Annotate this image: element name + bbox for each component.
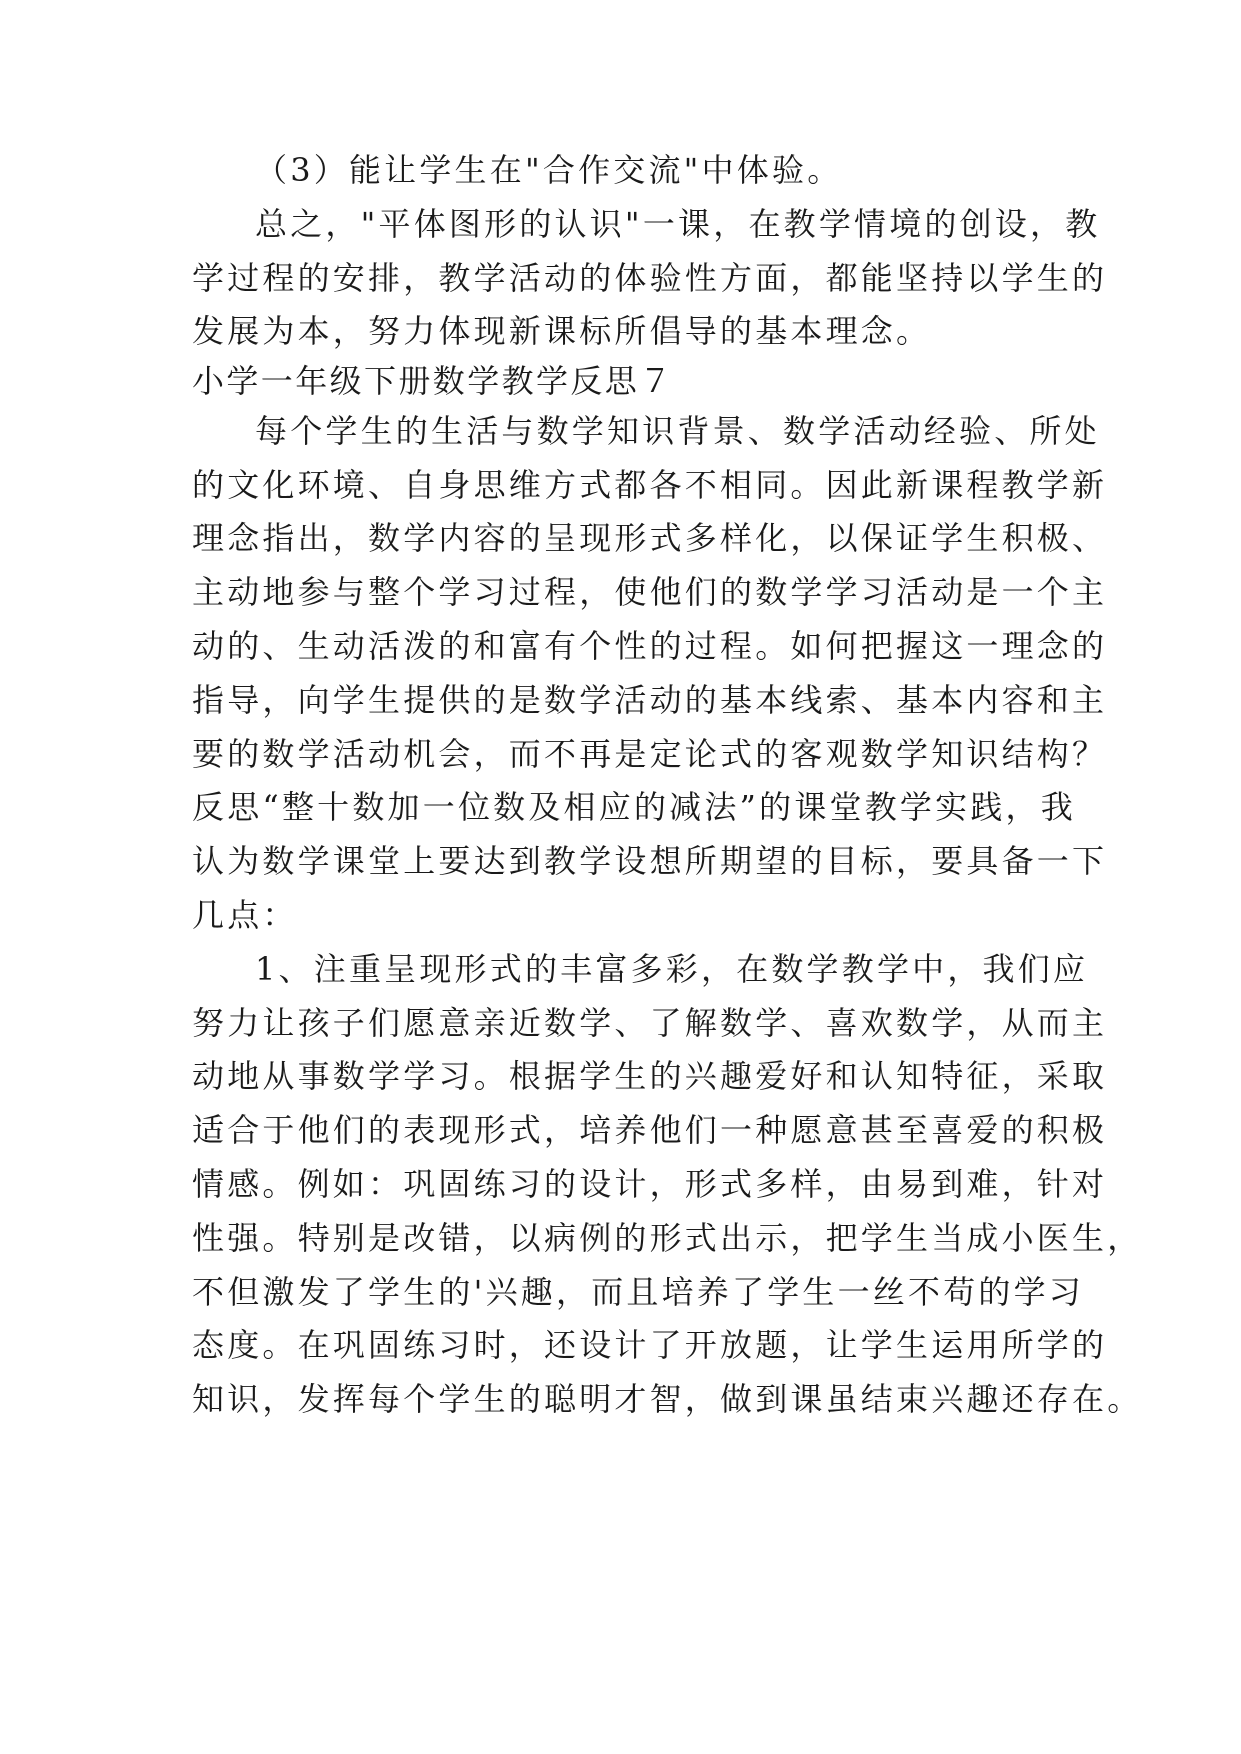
- paragraph-line: 主动地参与整个学习过程，使他们的数学学习活动是一个主: [192, 573, 1108, 611]
- paragraph-line: 适合于他们的表现形式，培养他们一种愿意甚至喜爱的积极: [192, 1111, 1108, 1149]
- paragraph-line: 1、注重呈现形式的丰富多彩，在数学教学中，我们应: [255, 950, 1089, 988]
- paragraph-line: 理念指出，数学内容的呈现形式多样化，以保证学生积极、: [192, 519, 1108, 557]
- paragraph-line: 发展为本，努力体现新课标所倡导的基本理念。: [192, 312, 932, 350]
- paragraph-line: 态度。在巩固练习时，还设计了开放题，让学生运用所学的: [192, 1326, 1108, 1364]
- paragraph-line: 总之，"平体图形的认识"一课，在教学情境的创设，教: [255, 205, 1101, 243]
- paragraph-line: 要的数学活动机会，而不再是定论式的客观数学知识结构？: [192, 735, 1108, 773]
- paragraph-line: 指导，向学生提供的是数学活动的基本线索、基本内容和主: [192, 681, 1108, 719]
- section-heading: 小学一年级下册数学教学反思７: [192, 362, 674, 400]
- paragraph-line: （3）能让学生在"合作交流"中体验。: [255, 151, 843, 189]
- paragraph-line: 反思“整十数加一位数及相应的减法”的课堂教学实践，我: [192, 788, 1076, 826]
- paragraph-line: 不但激发了学生的'兴趣，而且培养了学生一丝不苟的学习: [192, 1273, 1084, 1311]
- paragraph-line: 每个学生的生活与数学知识背景、数学活动经验、所处: [255, 412, 1100, 450]
- paragraph-line: 认为数学课堂上要达到教学设想所期望的目标，要具备一下: [192, 842, 1108, 880]
- paragraph-line: 动地从事数学学习。根据学生的兴趣爱好和认知特征，采取: [192, 1057, 1108, 1095]
- paragraph-line: 几点：: [192, 896, 298, 934]
- paragraph-line: 学过程的安排，教学活动的体验性方面，都能坚持以学生的: [192, 259, 1108, 297]
- paragraph-line: 情感。例如：巩固练习的设计，形式多样，由易到难，针对: [192, 1165, 1108, 1203]
- paragraph-line: 动的、生动活泼的和富有个性的过程。如何把握这一理念的: [192, 627, 1108, 665]
- paragraph-line: 努力让孩子们愿意亲近数学、了解数学、喜欢数学，从而主: [192, 1004, 1108, 1042]
- paragraph-line: 性强。特别是改错，以病例的形式出示，把学生当成小医生，: [192, 1219, 1143, 1257]
- paragraph-line: 的文化环境、自身思维方式都各不相同。因此新课程教学新: [192, 466, 1108, 504]
- paragraph-line: 知识，发挥每个学生的聪明才智，做到课虽结束兴趣还存在。: [192, 1380, 1143, 1418]
